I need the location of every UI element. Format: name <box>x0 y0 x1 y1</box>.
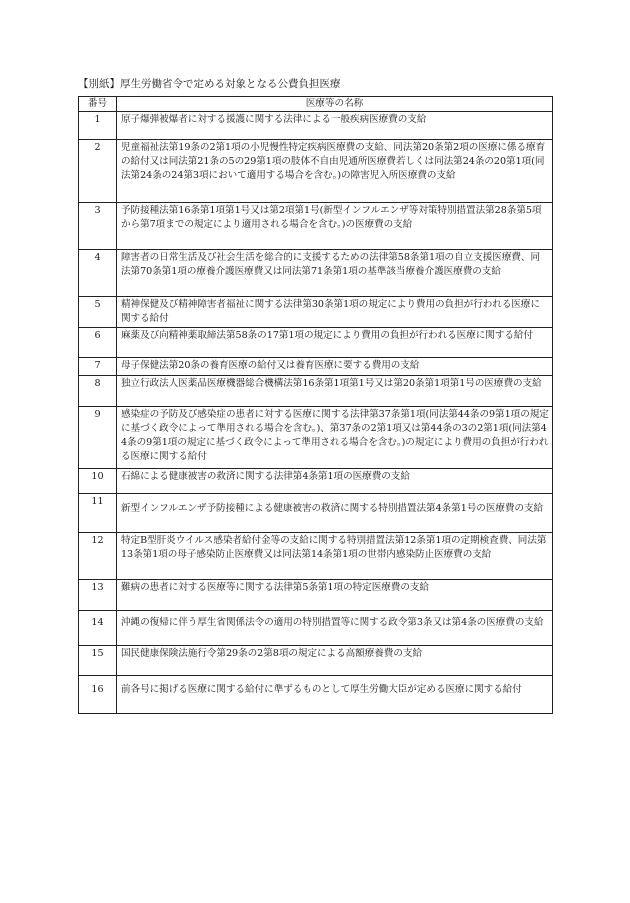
row-name: 麻薬及び向精神薬取締法第58条の17第1項の規定により費用の負担が行われる医療に関する給付 <box>117 328 553 358</box>
row-name: 児童福祉法第19条の2第1項の小児慢性特定疾病医療費の支給、同法第20条第2項の医療に係る療育の給付又は同法第21条の5の29第1項の肢体不自由児通所医療費若しくは同法第24条の20第1項(同法第24条の24第3項において適用する場合を含む。)の障害児入所医療費の支給 <box>117 140 553 203</box>
row-number: 7 <box>79 358 117 375</box>
row-number: 14 <box>79 610 117 645</box>
page-title: 【別紙】厚生労働省令で定める対象となる公費負担医療 <box>78 78 341 90</box>
table-row <box>79 610 553 645</box>
table-row <box>79 579 553 610</box>
table-row <box>79 375 553 406</box>
row-name: 感染症の予防及び感染症の患者に対する医療に関する法律第37条第1項(同法第44条の9第1項の規定に基づく政令によって準用される場合を含む。)、第37条の2第1項又は第44条の3の2第1項(同法第44条の9第1項の規定に基づく政令によって準用される場合を含む。)の規定により費用の負担が行われる医療に関する給付 <box>117 406 553 468</box>
row-name: 国民健康保険法施行令第29条の2第8項の規定による高額療養費の支給 <box>117 645 553 675</box>
row-name: 沖縄の復帰に伴う厚生省関係法令の適用の特別措置等に関する政令第3条又は第4条の医療費の支給 <box>117 610 553 645</box>
header-number: 番号 <box>79 97 117 112</box>
table-header-row <box>79 97 553 112</box>
table-row <box>79 250 553 297</box>
row-number: 5 <box>79 297 117 328</box>
row-name: 難病の患者に対する医療等に関する法律第5条第1項の特定医療費の支給 <box>117 579 553 610</box>
row-number: 15 <box>79 645 117 675</box>
table-row <box>79 675 553 713</box>
row-name: 新型インフルエンザ予防接種による健康被害の救済に関する特別措置法第4条第1号の医療費の支給 <box>117 493 553 532</box>
row-number: 1 <box>79 112 117 140</box>
row-number: 2 <box>79 140 117 203</box>
row-number: 6 <box>79 328 117 358</box>
table-row <box>79 328 553 358</box>
row-name: 障害者の日常生活及び社会生活を総合的に支援するための法律第58条第1項の自立支援医療費、同法第70条第1項の療養介護医療費又は同法第71条第1項の基準該当療養介護医療費の支給 <box>117 250 553 297</box>
table-row <box>79 493 553 532</box>
table-row <box>79 297 553 328</box>
row-number: 12 <box>79 532 117 579</box>
row-number: 3 <box>79 203 117 250</box>
row-number: 16 <box>79 675 117 713</box>
table-row <box>79 645 553 675</box>
table-row <box>79 203 553 250</box>
row-number: 11 <box>79 493 117 532</box>
row-name: 石綿による健康被害の救済に関する法律第4条第1項の医療費の支給 <box>117 468 553 493</box>
table-row <box>79 112 553 140</box>
row-name: 特定B型肝炎ウイルス感染者給付金等の支給に関する特別措置法第12条第1項の定期検査費、同法第13条第1項の母子感染防止医療費又は同法第14条第1項の世帯内感染防止医療費の支給 <box>117 532 553 579</box>
header-name: 医療等の名称 <box>117 97 553 112</box>
row-name: 前各号に掲げる医療に関する給付に準ずるものとして厚生労働大臣が定める医療に関する給付 <box>117 675 553 713</box>
table-row <box>79 532 553 579</box>
row-number: 13 <box>79 579 117 610</box>
row-name: 予防接種法第16条第1項第1号又は第2項第1号(新型インフルエンザ等対策特別措置法第28条第5項から第7項までの規定により適用される場合を含む。)の医療費の支給 <box>117 203 553 250</box>
medical-expense-table <box>78 96 553 714</box>
table-row <box>79 406 553 468</box>
row-number: 4 <box>79 250 117 297</box>
row-number: 8 <box>79 375 117 406</box>
table-row <box>79 468 553 493</box>
row-name: 独立行政法人医薬品医療機器総合機構法第16条第1項第1号又は第20条第1項第1号の医療費の支給 <box>117 375 553 406</box>
row-number: 9 <box>79 406 117 468</box>
row-name: 母子保健法第20条の養育医療の給付又は養育医療に要する費用の支給 <box>117 358 553 375</box>
table-row <box>79 140 553 203</box>
row-number: 10 <box>79 468 117 493</box>
row-name: 精神保健及び精神障害者福祉に関する法律第30条第1項の規定により費用の負担が行われる医療に関する給付 <box>117 297 553 328</box>
row-name: 原子爆弾被爆者に対する援護に関する法律による一般疾病医療費の支給 <box>117 112 553 140</box>
table-row <box>79 358 553 375</box>
